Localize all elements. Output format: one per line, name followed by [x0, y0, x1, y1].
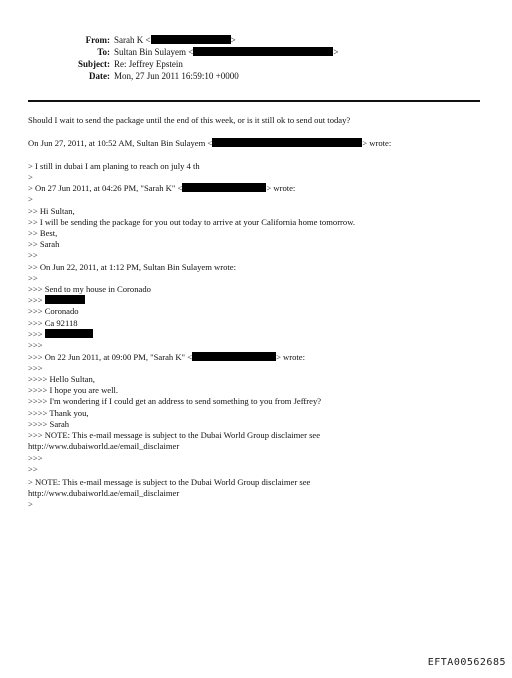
header-divider — [28, 100, 480, 102]
body-line-text: >>> — [28, 329, 43, 339]
body-line — [28, 138, 391, 148]
document-id: EFTA00562685 — [427, 657, 506, 668]
redaction-block — [45, 295, 85, 304]
body-line: >> — [28, 464, 38, 474]
body-line: > — [28, 499, 33, 509]
body-line — [28, 295, 85, 305]
disclaimer-link: http://www.dubaiworld.ae/email_disclaimer — [28, 441, 180, 451]
date-value: Mon, 27 Jun 2011 16:59:10 +0000 — [114, 71, 239, 81]
body-line: > NOTE: This e-mail message is subject to the Dubai World Group disclaimer see — [28, 477, 311, 487]
redaction-block — [212, 138, 362, 147]
from-value: Sarah K < — [114, 35, 151, 45]
body-line: >>> — [28, 363, 43, 373]
body-line: >>> Coronado — [28, 306, 79, 316]
body-line: >>>> Hello Sultan, — [28, 374, 95, 384]
from-close: > — [230, 35, 236, 45]
body-line: >>> NOTE: This e-mail message is subject to the Dubai World Group disclaimer see — [28, 430, 321, 440]
body-line-text: > wrote: — [266, 183, 296, 193]
body-line: >>> Ca 92118 — [28, 318, 78, 328]
subject-field — [114, 59, 183, 70]
redaction-block — [45, 329, 93, 338]
redaction-block — [182, 183, 266, 192]
body-line — [28, 352, 305, 362]
subject-label: Subject: — [78, 59, 110, 69]
redaction-block — [193, 47, 333, 56]
subject-value: Re: Jeffrey Epstein — [114, 59, 183, 69]
body-line: >> Sarah — [28, 239, 60, 249]
body-line-text: > On 27 Jun 2011, at 04:26 PM, "Sarah K" < — [28, 183, 183, 193]
body-line: > — [28, 194, 33, 204]
body-line: > I still in dubai I am planing to reach on july 4 th — [28, 161, 200, 171]
redaction-block — [151, 35, 231, 44]
body-line: >> Best, — [28, 228, 58, 238]
from-field — [114, 35, 236, 46]
body-line: >>> — [28, 340, 43, 350]
body-line: >> On Jun 22, 2011, at 1:12 PM, Sultan Bin Sulayem wrote: — [28, 262, 236, 272]
body-line-text: > wrote: — [362, 138, 392, 148]
from-label: From: — [85, 35, 110, 45]
body-line — [28, 183, 295, 193]
body-line-text: On Jun 27, 2011, at 10:52 AM, Sultan Bin Sulayem < — [28, 138, 213, 148]
body-line-text: >>> On 22 Jun 2011, at 09:00 PM, "Sarah K" < — [28, 352, 193, 362]
redaction-block — [192, 352, 276, 361]
body-line: >>>> Sarah — [28, 419, 70, 429]
disclaimer-link: http://www.dubaiworld.ae/email_disclaimer — [28, 488, 180, 498]
to-field — [114, 47, 338, 58]
body-line: >>> — [28, 453, 43, 463]
body-line: >>> Send to my house in Coronado — [28, 284, 151, 294]
date-field — [114, 71, 239, 82]
to-close: > — [333, 47, 339, 57]
to-label: To: — [97, 47, 110, 57]
body-line: >>>> I'm wondering if I could get an address to send something to you from Jeffrey? — [28, 396, 322, 406]
body-line: >> Hi Sultan, — [28, 206, 75, 216]
body-line-text: > wrote: — [276, 352, 306, 362]
body-line — [28, 329, 93, 339]
body-line: >> — [28, 250, 38, 260]
date-label: Date: — [89, 71, 110, 81]
body-line: >>>> I hope you are well. — [28, 385, 119, 395]
body-line-text: >>> — [28, 295, 43, 305]
body-line: >> I will be sending the package for you out today to arrive at your California home tomorrow. — [28, 217, 356, 227]
body-line: Should I wait to send the package until the end of this week, or is it still ok to send out today? — [28, 115, 351, 125]
to-value: Sultan Bin Sulayem < — [114, 47, 194, 57]
body-line: >>>> Thank you, — [28, 408, 89, 418]
body-line: >> — [28, 273, 38, 283]
body-line: > — [28, 172, 33, 182]
